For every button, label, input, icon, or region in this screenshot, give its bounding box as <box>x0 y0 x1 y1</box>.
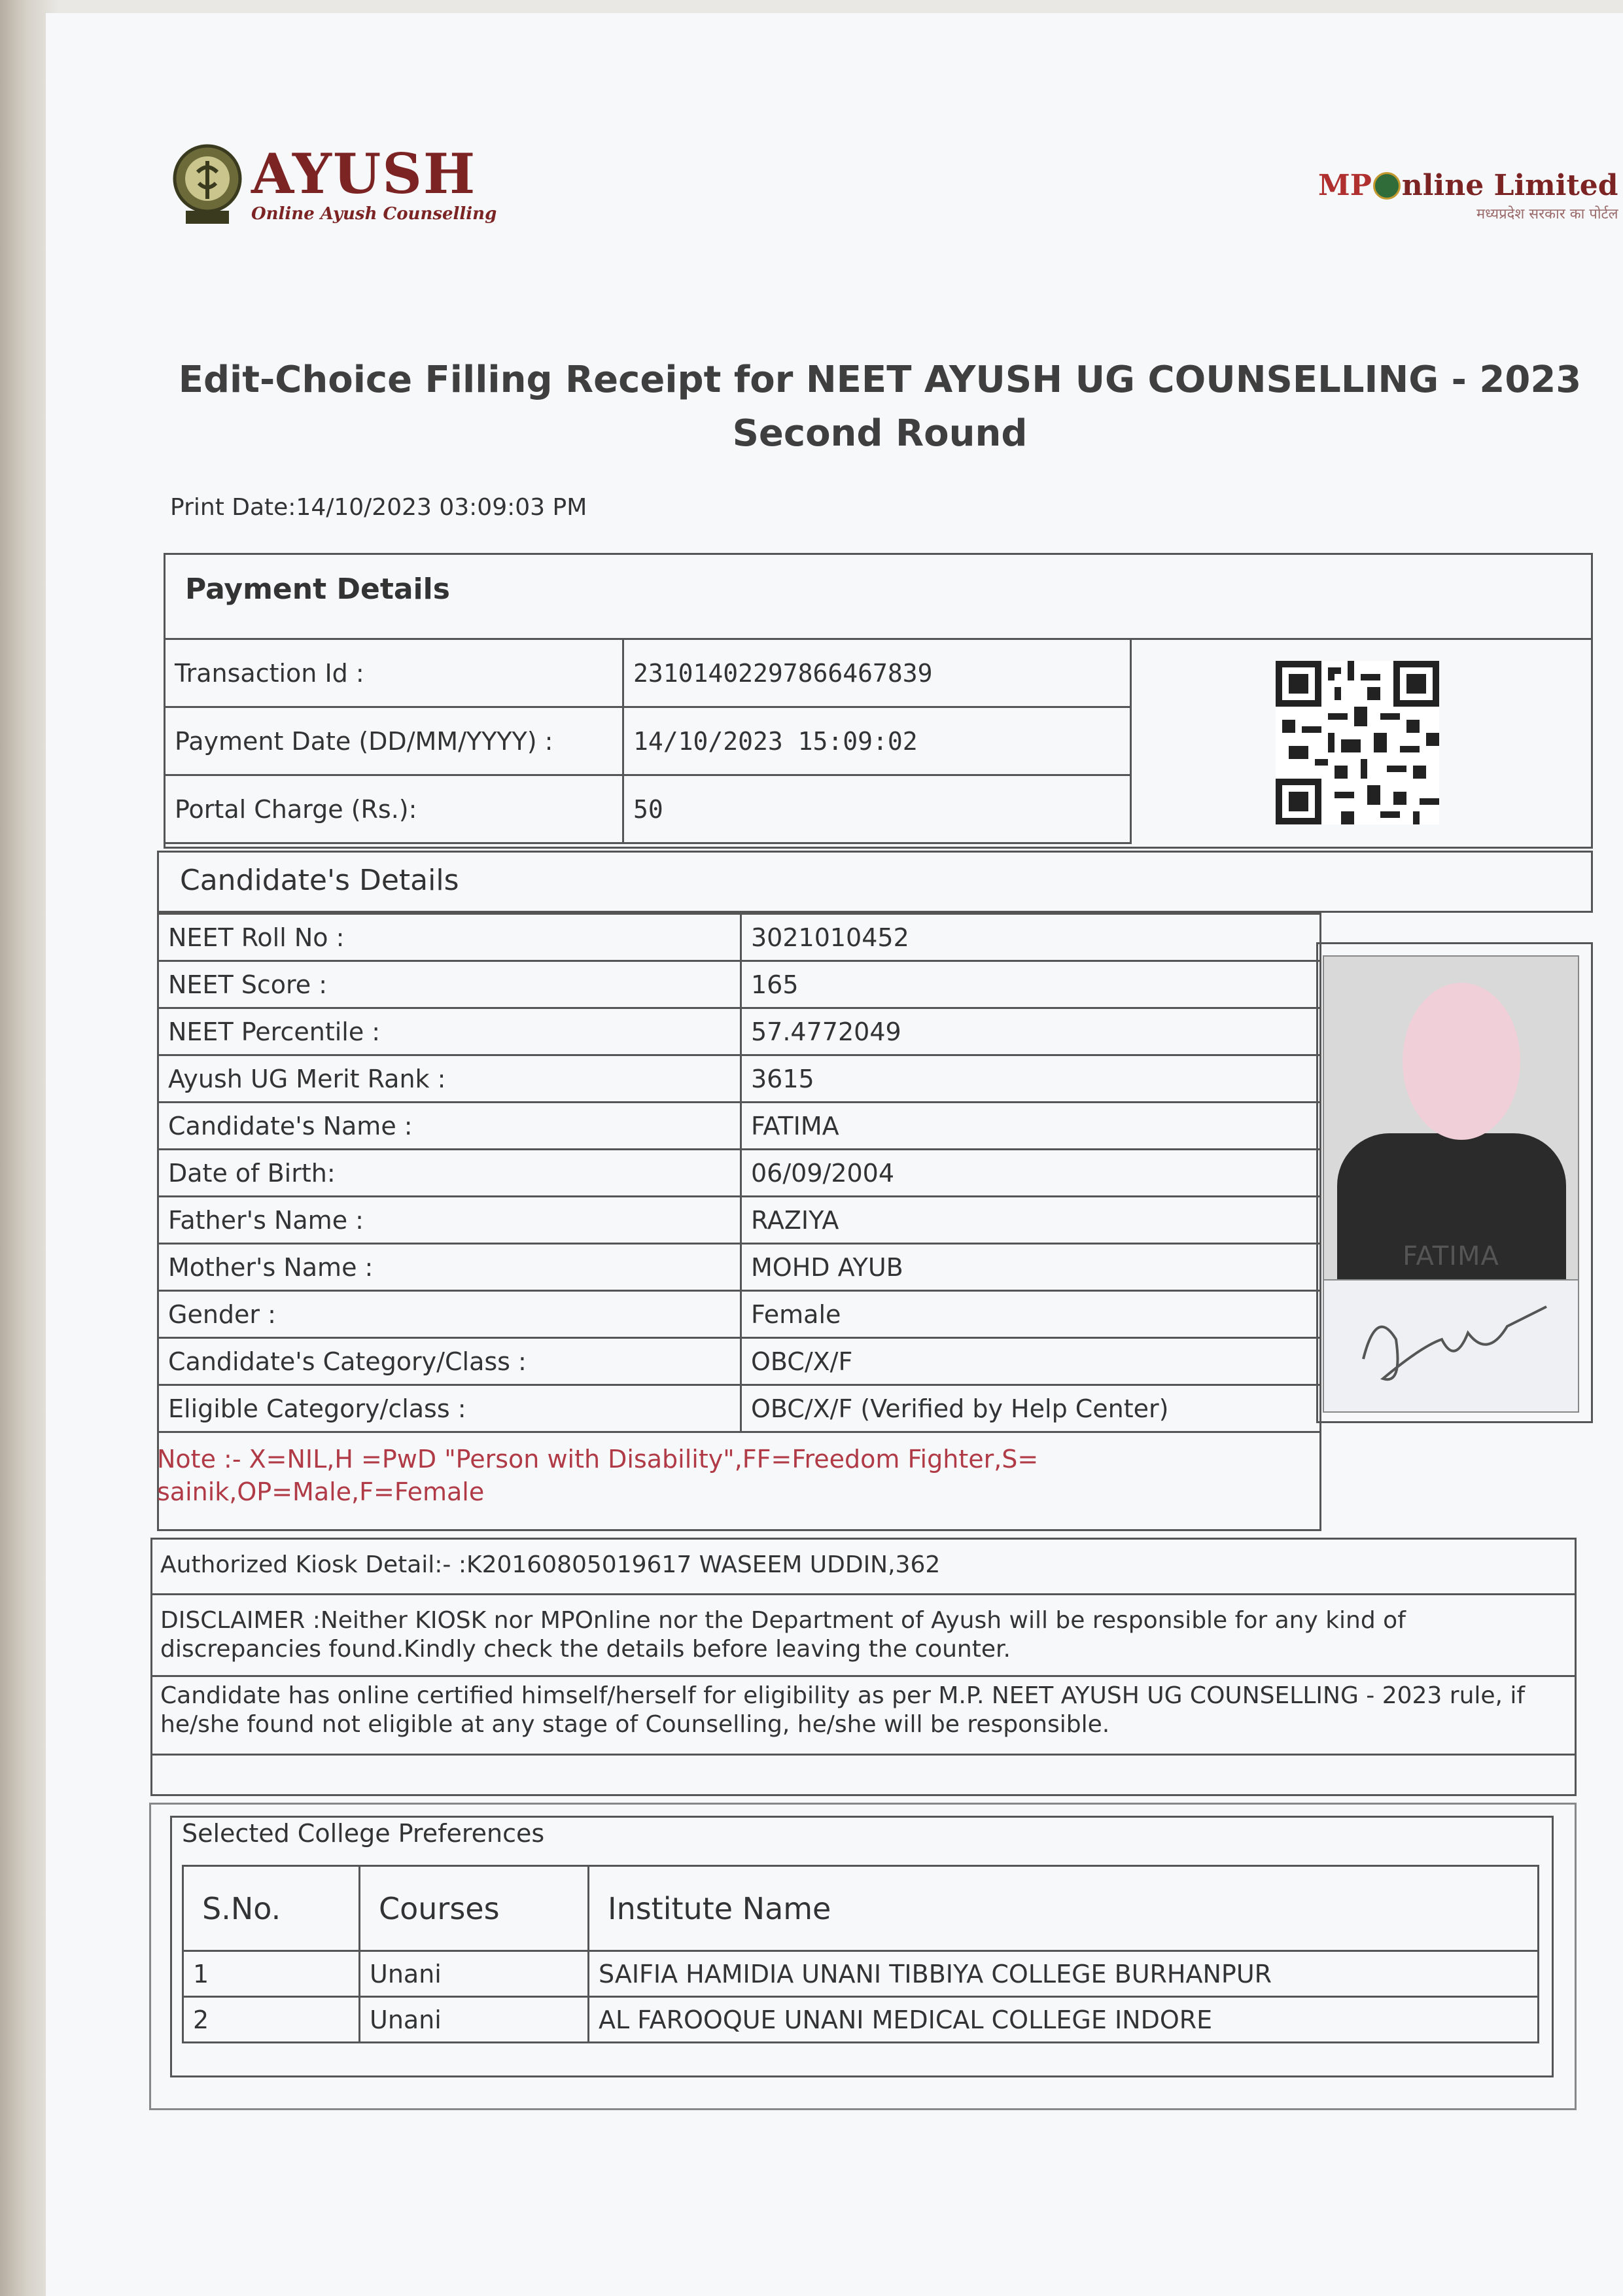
receipt-title: Edit-Choice Filling Receipt for NEET AYUSH UG COUNSELLING - 2023 Second Round <box>178 359 1582 455</box>
kiosk-detail: Authorized Kiosk Detail:- :K20160805019617 WASEEM UDDIN,362 <box>160 1551 941 1578</box>
candidate-label: Gender : <box>158 1291 741 1338</box>
payment-table <box>164 638 1132 844</box>
table-row <box>158 1338 1321 1385</box>
payment-value: 50 <box>623 775 1131 843</box>
candidate-label: Ayush UG Merit Rank : <box>158 1055 741 1103</box>
table-row <box>158 1103 1321 1150</box>
candidate-label: Eligible Category/class : <box>158 1385 741 1432</box>
table-row <box>165 707 1131 775</box>
ayush-logo-subtitle: Online Ayush Counselling <box>251 204 497 224</box>
candidate-details-heading: Candidate's Details <box>180 864 459 897</box>
candidate-value: 165 <box>741 961 1321 1008</box>
kiosk-divider <box>150 1593 1577 1595</box>
table-row <box>183 1951 1539 1997</box>
table-header-row <box>183 1866 1539 1951</box>
candidate-photo <box>1323 955 1579 1282</box>
table-row <box>165 775 1131 843</box>
table-row <box>158 1150 1321 1197</box>
candidate-table <box>157 913 1321 1433</box>
candidate-signature <box>1323 1279 1579 1413</box>
course-cell: Unani <box>360 1997 589 2043</box>
kiosk-divider <box>150 1675 1577 1677</box>
candidate-label: Date of Birth: <box>158 1150 741 1197</box>
payment-label: Portal Charge (Rs.): <box>165 775 623 843</box>
institute-cell: AL FAROOQUE UNANI MEDICAL COLLEGE INDORE <box>589 1997 1539 2043</box>
course-cell: Unani <box>360 1951 589 1997</box>
table-row <box>158 1055 1321 1103</box>
photo-name-label: FATIMA <box>1403 1241 1499 1271</box>
candidate-value: OBC/X/F <box>741 1338 1321 1385</box>
column-header: Courses <box>360 1866 589 1951</box>
candidate-value: 3021010452 <box>741 914 1321 961</box>
candidate-label: Candidate's Name : <box>158 1103 741 1150</box>
column-header: Institute Name <box>589 1866 1539 1951</box>
ayush-logo <box>171 143 497 228</box>
candidate-value: 06/09/2004 <box>741 1150 1321 1197</box>
institute-cell: SAIFIA HAMIDIA UNANI TIBBIYA COLLEGE BURHANPUR <box>589 1951 1539 1997</box>
mponline-globe-icon <box>1373 172 1401 200</box>
table-row <box>165 639 1131 707</box>
ayush-logo-title: AYUSH <box>251 141 477 206</box>
mponline-logo <box>1318 169 1618 223</box>
table-row <box>158 914 1321 961</box>
table-row <box>158 1385 1321 1432</box>
candidate-label: NEET Roll No : <box>158 914 741 961</box>
sno-cell: 2 <box>183 1997 360 2043</box>
candidate-value: 3615 <box>741 1055 1321 1103</box>
payment-label: Transaction Id : <box>165 639 623 707</box>
payment-value: 14/10/2023 15:09:02 <box>623 707 1131 775</box>
table-row <box>158 1291 1321 1338</box>
candidate-value: FATIMA <box>741 1103 1321 1150</box>
print-date: Print Date:14/10/2023 03:09:03 PM <box>170 494 587 521</box>
column-header: S.No. <box>183 1866 360 1951</box>
candidate-value: OBC/X/F (Verified by Help Center) <box>741 1385 1321 1432</box>
disclaimer-text: DISCLAIMER :Neither KIOSK nor MPOnline nor the Department of Ayush will be responsible for any kind of discrepancies found.Kindly check the details before leaving the counter. <box>160 1607 1406 1663</box>
candidate-label: NEET Percentile : <box>158 1008 741 1055</box>
category-note: Note :- X=NIL,H =PwD "Person with Disability",FF=Freedom Fighter,S= sainik,OP=Male,F=Female <box>157 1445 1039 1506</box>
table-row <box>158 961 1321 1008</box>
qr-code-icon <box>1276 661 1439 824</box>
preferences-heading: Selected College Preferences <box>182 1819 545 1848</box>
table-row <box>158 1008 1321 1055</box>
mponline-prefix: MP <box>1318 169 1372 202</box>
certification-text: Candidate has online certified himself/herself for eligibility as per M.P. NEET AYUSH UG COUNSELLING - 2023 rule, if he/she found not eligible at any stage of Counselling, he/she will be responsible. <box>160 1682 1526 1738</box>
candidate-label: Candidate's Category/Class : <box>158 1338 741 1385</box>
preferences-table <box>182 1865 1539 2043</box>
candidate-label: Father's Name : <box>158 1197 741 1244</box>
sno-cell: 1 <box>183 1951 360 1997</box>
mponline-tagline: मध्यप्रदेश सरकार का पोर्टल <box>1476 206 1618 222</box>
mponline-suffix: nline Limited <box>1401 169 1618 202</box>
kiosk-divider <box>150 1754 1577 1756</box>
candidate-value: RAZIYA <box>741 1197 1321 1244</box>
payment-details-heading: Payment Details <box>185 573 450 606</box>
payment-value: 23101402297866467839 <box>623 639 1131 707</box>
ayush-emblem-icon <box>171 143 243 228</box>
payment-label: Payment Date (DD/MM/YYYY) : <box>165 707 623 775</box>
table-row <box>158 1197 1321 1244</box>
candidate-label: NEET Score : <box>158 961 741 1008</box>
candidate-value: MOHD AYUB <box>741 1244 1321 1291</box>
candidate-label: Mother's Name : <box>158 1244 741 1291</box>
table-row <box>183 1997 1539 2043</box>
photo-face-redacted <box>1403 983 1520 1140</box>
table-row <box>158 1244 1321 1291</box>
candidate-value: Female <box>741 1291 1321 1338</box>
candidate-value: 57.4772049 <box>741 1008 1321 1055</box>
